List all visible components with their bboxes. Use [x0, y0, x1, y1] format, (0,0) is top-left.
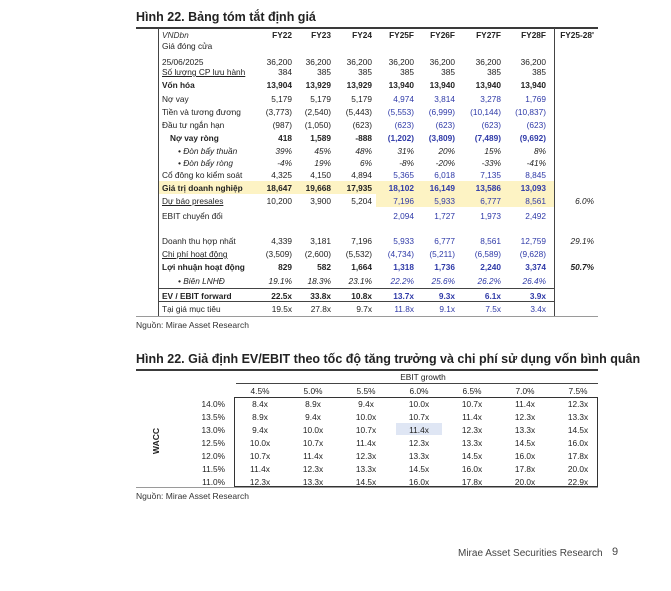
table-cell: 18,647	[266, 183, 292, 193]
sensitivity-cell: 14.5x	[567, 425, 589, 435]
table-cell: -41%	[526, 158, 546, 168]
table-cell: 1,727	[434, 211, 455, 221]
table-cell: 13,929	[346, 80, 372, 90]
table-cell: 1,736	[434, 262, 455, 272]
table-cell: 19%	[314, 158, 331, 168]
table-cell: 50.7%	[570, 262, 594, 272]
table-cell: 1,318	[393, 262, 414, 272]
table-cell: 36,200	[520, 57, 546, 67]
sensitivity-cell: 11.4x	[409, 425, 429, 435]
table-cell: 3,374	[525, 262, 546, 272]
table-cell: 13.7x	[393, 291, 414, 301]
sensitivity-cell: 10.7x	[249, 451, 271, 461]
table-cell: 20%	[438, 146, 455, 156]
table-row-label: • Đòn bẩy ròng	[178, 158, 234, 168]
table-cell: 5,204	[351, 196, 372, 206]
table-cell: 4,974	[393, 94, 414, 104]
table-cell: 45%	[314, 146, 331, 156]
table-cell: 829	[278, 262, 292, 272]
table-cell: (1,050)	[304, 120, 331, 130]
sensitivity-cell: 14.5x	[514, 438, 536, 448]
table-row-label: Cổ đông ko kiểm soát	[162, 170, 243, 180]
table-row-label: Tiền và tương đương	[162, 107, 241, 117]
table-cell: 5,179	[271, 94, 292, 104]
table-cell: 4,325	[271, 170, 292, 180]
table-cell: 385	[487, 67, 501, 77]
table-cell: (3,773)	[265, 107, 292, 117]
sensitivity-cell: 9.4x	[305, 412, 321, 422]
table-row-label: Dự báo presales	[162, 196, 224, 206]
table-header-cell: FY27F	[476, 30, 501, 40]
sensitivity-cell: 12.3x	[461, 425, 483, 435]
sensitivity-cell: 13.3x	[567, 412, 589, 422]
sensitivity-cell: 12.3x	[567, 399, 589, 409]
figure-2-title: Hình 22. Giả định EV/EBIT theo tốc độ tăng trưởng và chi phí sử dụng vốn bình quân	[136, 352, 641, 366]
table-cell: 5,365	[393, 170, 414, 180]
table-row-label: Đầu tư ngắn hạn	[162, 120, 225, 130]
table-cell: 13,093	[520, 183, 546, 193]
table-cell: -20%	[435, 158, 455, 168]
table-cell: 384	[278, 67, 292, 77]
table-cell: 6.1x	[484, 291, 501, 301]
sensitivity-cell: 11.4x	[515, 399, 535, 409]
table-cell: 27.8x	[310, 304, 331, 314]
table-cell: (623)	[352, 120, 372, 130]
table-cell: 8%	[534, 146, 546, 156]
table-cell: -33%	[481, 158, 501, 168]
table-cell: (2,600)	[304, 249, 331, 259]
table-cell: 7,135	[480, 170, 501, 180]
table-cell: 13,940	[429, 80, 455, 90]
table-cell: 7.5x	[485, 304, 501, 314]
table-row-label: Tại giá mục tiêu	[162, 304, 221, 314]
sensitivity-cell: 12.3x	[514, 412, 536, 422]
table-cell: 385	[317, 67, 331, 77]
table-cell: -8%	[399, 158, 414, 168]
table-cell: 39%	[275, 146, 292, 156]
sensitivity-cell: 13.3x	[514, 425, 536, 435]
table-header-cell: FY25F	[389, 30, 414, 40]
table-row-label: • Biên LNHĐ	[178, 276, 225, 286]
table-row-label: Nợ vay	[162, 94, 189, 104]
table-cell: 36,200	[305, 57, 331, 67]
table-cell: 19,668	[305, 183, 331, 193]
wacc-row-header: 14.0%	[201, 399, 225, 409]
sensitivity-cell: 12.3x	[408, 438, 430, 448]
table-cell: 3.9x	[529, 291, 546, 301]
table-cell: 1,664	[351, 262, 372, 272]
table-cell: 22.5x	[271, 291, 292, 301]
table-cell: 13,940	[388, 80, 414, 90]
table-cell: 12,759	[520, 236, 546, 246]
table-cell: -888	[355, 133, 372, 143]
sensitivity-cell: 20.0x	[514, 477, 536, 487]
table-cell: 13,929	[305, 80, 331, 90]
table-cell: 18.3%	[307, 276, 331, 286]
table-cell: 9.1x	[439, 304, 455, 314]
sensitivity-cell: 10.0x	[302, 425, 324, 435]
sensitivity-cell: 16.0x	[408, 477, 430, 487]
table-cell: 13,940	[475, 80, 501, 90]
table-cell: 385	[441, 67, 455, 77]
sensitivity-cell: 22.9x	[567, 477, 589, 487]
table-cell: (623)	[394, 120, 414, 130]
table-cell: 3,900	[310, 196, 331, 206]
table-cell: 4,339	[271, 236, 292, 246]
table-header-cell: FY24	[352, 30, 372, 40]
growth-column-header: 7.0%	[515, 386, 535, 396]
table-cell: 13,586	[475, 183, 501, 193]
table-header-unit: VNDbn	[162, 30, 189, 40]
table-cell: (987)	[272, 120, 292, 130]
table-row-label: Nợ vay ròng	[170, 133, 219, 143]
table-cell: (9,692)	[519, 133, 546, 143]
table-cell: 36,200	[475, 57, 501, 67]
sensitivity-cell: 8.9x	[305, 399, 321, 409]
table-cell: 1,589	[310, 133, 331, 143]
figure-1-source: Nguồn: Mirae Asset Research	[136, 320, 249, 330]
table-cell: 6,777	[480, 196, 501, 206]
sensitivity-cell: 10.0x	[355, 412, 377, 422]
sensitivity-cell: 9.4x	[358, 399, 374, 409]
table-row-label: EBIT chuyển đổi	[162, 211, 223, 221]
sensitivity-cell: 17.8x	[461, 477, 483, 487]
table-cell: 15%	[484, 146, 501, 156]
table-cell: 48%	[355, 146, 372, 156]
sensitivity-cell: 10.0x	[249, 438, 271, 448]
sensitivity-cell: 16.0x	[514, 451, 536, 461]
table-cell: 6,777	[434, 236, 455, 246]
growth-column-header: 5.5%	[356, 386, 376, 396]
sensitivity-cell: 13.3x	[461, 438, 483, 448]
sensitivity-cell: 13.3x	[408, 451, 430, 461]
table-cell: (2,540)	[304, 107, 331, 117]
table-cell: 3.4x	[530, 304, 546, 314]
table-cell: (3,809)	[428, 133, 455, 143]
table-cell: 22.2%	[390, 276, 414, 286]
growth-column-header: 6.5%	[462, 386, 482, 396]
table-cell: 19.5x	[271, 304, 292, 314]
sensitivity-cell: 16.0x	[567, 438, 589, 448]
table-cell: 4,894	[351, 170, 372, 180]
wacc-row-header: 13.0%	[201, 425, 225, 435]
wacc-row-header: 11.0%	[202, 477, 225, 487]
table-row-label: Vốn hóa	[162, 80, 195, 90]
table-cell: 26.4%	[522, 276, 546, 286]
figure-2-source: Nguồn: Mirae Asset Research	[136, 491, 249, 501]
table-cell: 1,769	[525, 94, 546, 104]
table-cell: 8,561	[525, 196, 546, 206]
growth-column-header: 6.0%	[409, 386, 429, 396]
sensitivity-cell: 10.7x	[355, 425, 377, 435]
sensitivity-cell: 17.8x	[514, 464, 536, 474]
sensitivity-cell: 17.8x	[567, 451, 589, 461]
table-cell: 17,935	[346, 183, 372, 193]
table-row-label: Giá đóng cửa	[162, 41, 213, 51]
table-cell: 26.2%	[477, 276, 501, 286]
table-cell: 18,102	[388, 183, 414, 193]
page-number: 9	[612, 546, 619, 558]
table-cell: 582	[317, 262, 331, 272]
table-cell: 3,814	[434, 94, 455, 104]
table-cell: 9.3x	[438, 291, 455, 301]
table-cell: 13,904	[266, 80, 292, 90]
table-cell: (10,144)	[470, 107, 501, 117]
table-cell: 2,094	[393, 211, 414, 221]
table-cell: 6,018	[434, 170, 455, 180]
sensitivity-cell: 10.7x	[461, 399, 483, 409]
table-cell: 36,200	[266, 57, 292, 67]
table-cell: 8,845	[525, 170, 546, 180]
sensitivity-cell: 9.4x	[252, 425, 268, 435]
table-cell: 2,240	[480, 262, 501, 272]
sensitivity-cell: 10.7x	[408, 412, 430, 422]
table-cell: 13,940	[520, 80, 546, 90]
table-cell: (5,553)	[387, 107, 414, 117]
table-cell: 33.8x	[310, 291, 331, 301]
table-cell: 1,973	[480, 211, 501, 221]
table-cell: 5,179	[310, 94, 331, 104]
table-cell: (5,443)	[345, 107, 372, 117]
table-cell: 385	[532, 67, 546, 77]
growth-column-header: 5.0%	[303, 386, 323, 396]
ebit-growth-underline	[236, 383, 598, 384]
sensitivity-cell: 10.0x	[408, 399, 430, 409]
table-cell: (623)	[435, 120, 455, 130]
table-cell: 7,196	[351, 236, 372, 246]
growth-column-header: 7.5%	[568, 386, 588, 396]
sensitivity-cell: 11.4x	[303, 451, 323, 461]
table-cell: 36,200	[346, 57, 372, 67]
table-cell: 2,492	[525, 211, 546, 221]
table-cell: 385	[358, 67, 372, 77]
table-cell: 5,933	[393, 236, 414, 246]
table-row-label: Số lượng CP lưu hành	[162, 67, 246, 77]
table-cell: 5,933	[434, 196, 455, 206]
table-cell: 31%	[397, 146, 414, 156]
sensitivity-cell: 10.7x	[302, 438, 324, 448]
table-cell: 25.6%	[431, 276, 455, 286]
sensitivity-cell: 14.5x	[355, 477, 377, 487]
table-cell: 6%	[360, 158, 372, 168]
table-cell: 11.8x	[394, 304, 414, 314]
table-header-cell: FY25-28'	[560, 30, 594, 40]
table-cell: 19.1%	[268, 276, 292, 286]
table-cell: (3,509)	[265, 249, 292, 259]
table-header-cell: FY22	[272, 30, 292, 40]
table-cell: 3,278	[480, 94, 501, 104]
wacc-row-header: 12.5%	[201, 438, 225, 448]
table-cell: 3,181	[310, 236, 331, 246]
sensitivity-cell: 12.3x	[249, 477, 271, 487]
table-header-cell: FY26F	[430, 30, 455, 40]
sensitivity-cell: 11.4x	[356, 438, 376, 448]
table-cell: (623)	[481, 120, 501, 130]
table-cell: 385	[400, 67, 414, 77]
table-row-label: Chi phí hoạt động	[162, 249, 228, 259]
wacc-row-header: 12.0%	[201, 451, 225, 461]
sensitivity-cell: 11.4x	[462, 412, 482, 422]
table-row-label: • Đòn bẩy thuần	[178, 146, 238, 156]
table-cell: 418	[278, 133, 292, 143]
table-header-cell: FY23	[311, 30, 331, 40]
table-row-label: Doanh thu hợp nhất	[162, 236, 236, 246]
table-cell: -4%	[277, 158, 292, 168]
table-cell: (4,734)	[387, 249, 414, 259]
table-cell: 9.7x	[356, 304, 372, 314]
ebit-growth-label: EBIT growth	[400, 372, 446, 382]
table-cell: 5,179	[351, 94, 372, 104]
table-cell: 29.1%	[570, 236, 594, 246]
sensitivity-cell: 12.3x	[355, 451, 377, 461]
sensitivity-cell: 20.0x	[567, 464, 589, 474]
wacc-row-header: 13.5%	[201, 412, 225, 422]
sensitivity-cell: 8.9x	[252, 412, 268, 422]
table-cell: (5,211)	[429, 249, 455, 259]
table-cell: (10,837)	[515, 107, 546, 117]
sensitivity-cell: 12.3x	[302, 464, 324, 474]
table-cell: 10.8x	[351, 291, 372, 301]
table-header-cell: FY28F	[521, 30, 546, 40]
table-cell: (7,489)	[474, 133, 501, 143]
sensitivity-cell: 14.5x	[408, 464, 430, 474]
table-cell: 23.1%	[348, 276, 372, 286]
table-cell: (6,999)	[428, 107, 455, 117]
table-cell: 6.0%	[575, 196, 594, 206]
sensitivity-cell: 11.4x	[250, 464, 270, 474]
wacc-row-header: 11.5%	[202, 464, 225, 474]
figure-1-title: Hình 22. Bảng tóm tắt định giá	[136, 10, 316, 24]
wacc-axis-label: WACC	[151, 427, 161, 455]
table-cell: 16,149	[429, 183, 455, 193]
table-cell: (623)	[526, 120, 546, 130]
table-row-label: Lợi nhuận hoạt động	[162, 262, 245, 272]
table-cell: 36,200	[388, 57, 414, 67]
sensitivity-cell: 8.4x	[252, 399, 268, 409]
sensitivity-cell: 16.0x	[461, 464, 483, 474]
footer-publisher: Mirae Asset Securities Research	[458, 548, 603, 559]
table-cell: 8,561	[480, 236, 501, 246]
table-row-label: Giá trị doanh nghiệp	[162, 183, 243, 193]
table-cell: (1,202)	[387, 133, 414, 143]
table-row-label: 25/06/2025	[162, 57, 204, 67]
sensitivity-cell: 13.3x	[355, 464, 377, 474]
table-cell: 4,150	[310, 170, 331, 180]
sensitivity-cell: 13.3x	[302, 477, 324, 487]
sensitivity-cell: 14.5x	[461, 451, 483, 461]
figure-2-bottom-rule	[136, 487, 598, 488]
table-cell: 36,200	[429, 57, 455, 67]
table-cell: 7,196	[393, 196, 414, 206]
table-cell: 10,200	[266, 196, 292, 206]
table-cell: (9,628)	[519, 249, 546, 259]
table-cell: (6,589)	[474, 249, 501, 259]
growth-column-header: 4.5%	[250, 386, 270, 396]
table-cell: (5,532)	[345, 249, 372, 259]
table-row-label: EV / EBIT forward	[162, 291, 232, 301]
